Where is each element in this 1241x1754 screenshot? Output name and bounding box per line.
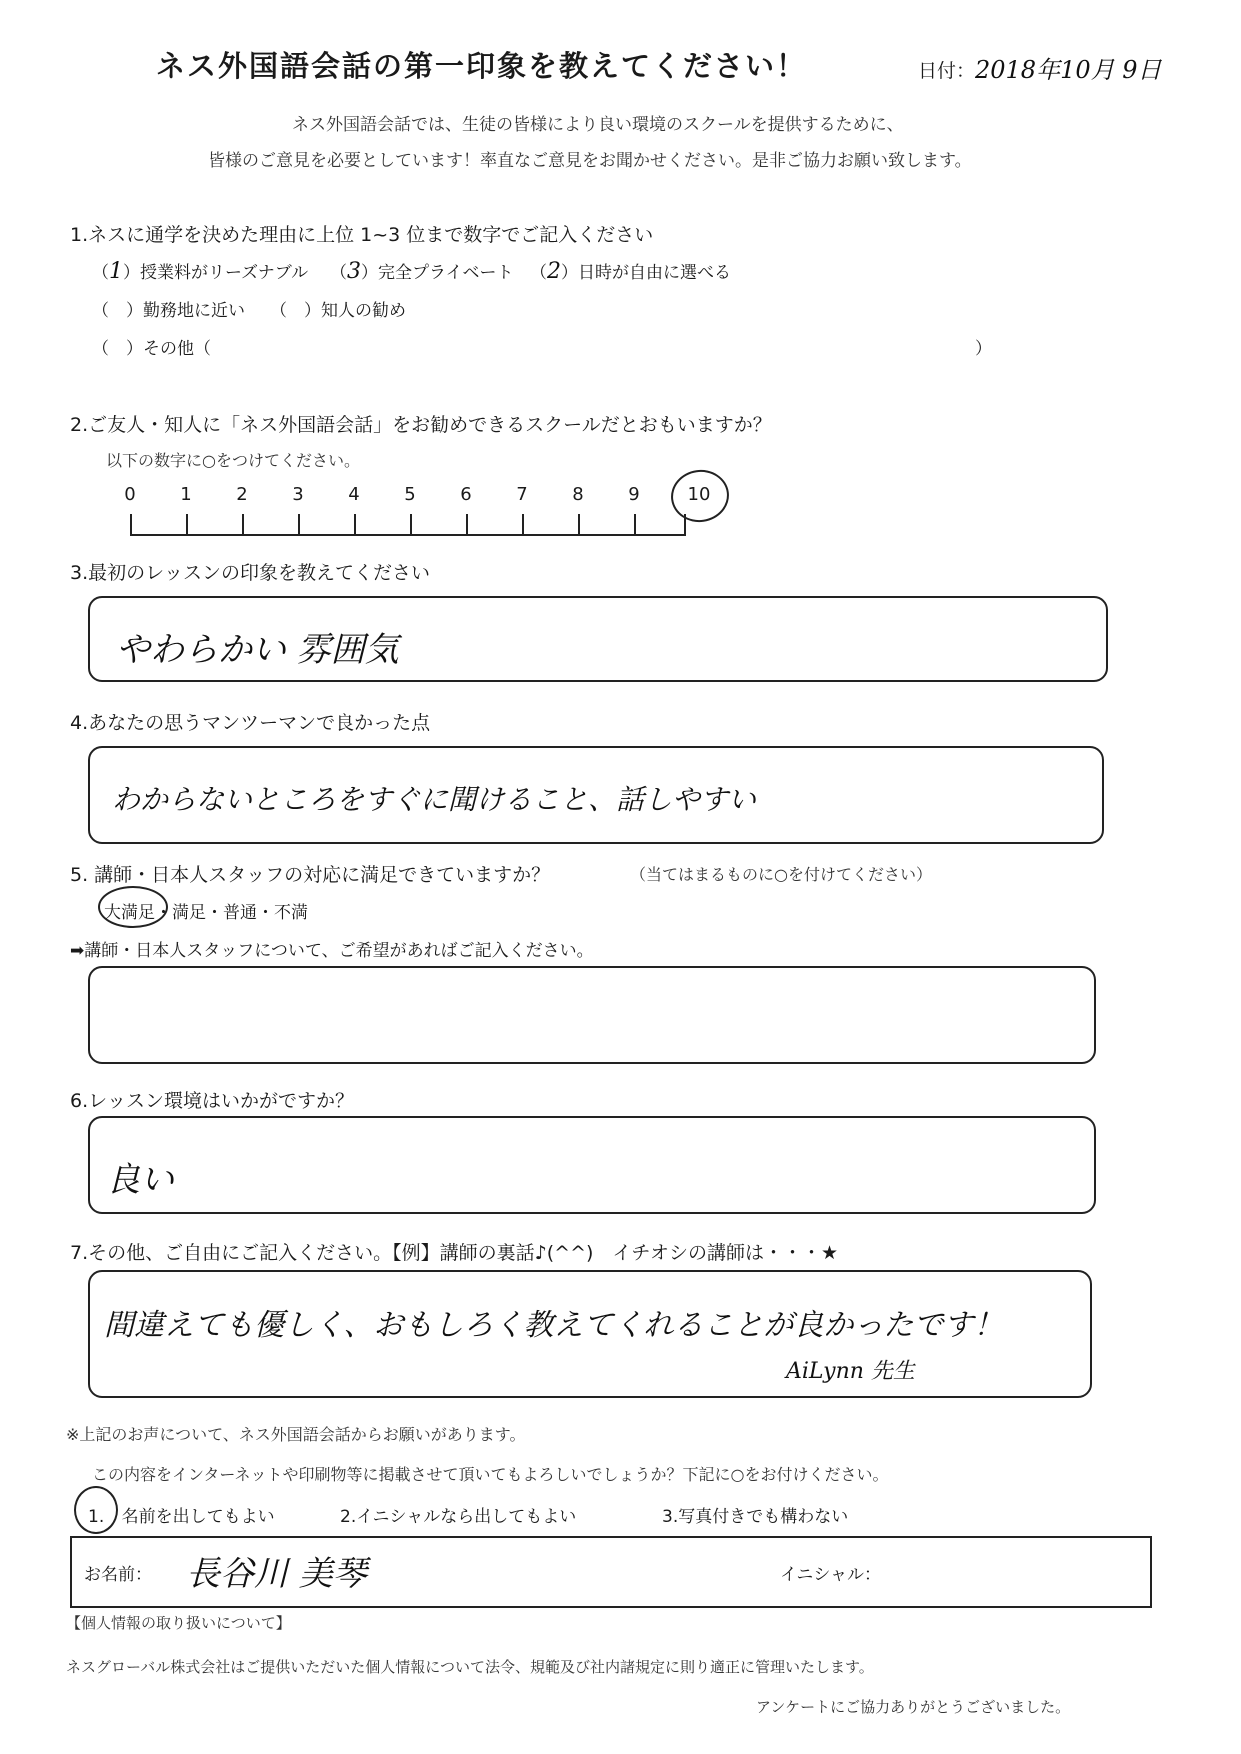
scale-tick	[578, 514, 580, 536]
q1-other-close-paren: ）	[975, 339, 992, 359]
q1-option-6[interactable]: （ ）その他（	[92, 339, 211, 359]
scale-number[interactable]: 2	[236, 484, 248, 505]
q6-question: 6.レッスン環境はいかがですか？	[70, 1090, 354, 1112]
initial-field[interactable]	[904, 1552, 1104, 1590]
consent-option-label: 名前を出してもよい	[121, 1507, 275, 1527]
q1-question: 1.ネスに通学を決めた理由に上位 1~3 位まで数字でご記入ください	[70, 224, 654, 246]
scale-number[interactable]: 8	[572, 484, 584, 505]
privacy-heading: 【個人情報の取り扱いについて】	[66, 1614, 291, 1632]
consent-option-number: 1.	[88, 1507, 105, 1527]
q1-mark: 1	[109, 259, 123, 284]
intro-line-1: ネス外国語会話では、生徒の皆様により良い環境のスクールを提供するために、	[292, 115, 904, 135]
name-value[interactable]: 長谷川 美琴	[186, 1554, 367, 1594]
q1-option-5[interactable]: （ ）知人の勧め	[270, 301, 406, 321]
initial-label: イニシャル：	[780, 1565, 881, 1585]
scale-number[interactable]: 10	[687, 484, 711, 505]
q5-options[interactable]: 大満足・満足・普通・不満	[104, 903, 308, 923]
q1-option-label: その他（	[143, 339, 211, 359]
privacy-text: ネスグローバル株式会社はご提供いただいた個人情報について法令、規範及び社内諸規定に則り適正に管理いたします。	[66, 1658, 874, 1676]
q1-option-label: 知人の勧め	[321, 301, 406, 321]
q5-question: 5. 講師・日本人スタッフの対応に満足できていますか？	[70, 864, 551, 886]
q1-option-3[interactable]: （2）日時が自由に選べる	[530, 259, 731, 284]
consent-option-2[interactable]: 2.イニシャルなら出してもよい	[340, 1507, 577, 1527]
date-label: 日付：	[918, 60, 976, 82]
q5-followup: ➡講師・日本人スタッフについて、ご希望があればご記入ください。	[70, 941, 594, 961]
q3-question: 3.最初のレッスンの印象を教えてください	[70, 562, 430, 584]
q1-option-2[interactable]: （3）完全プライベート	[330, 259, 514, 284]
q4-question: 4.あなたの思うマンツーマンで良かった点	[70, 712, 431, 734]
q5-selection-circle	[98, 886, 168, 928]
scale-tick	[684, 514, 686, 536]
q5-note: （当てはまるものに○を付けてください）	[630, 865, 932, 884]
scale-number[interactable]: 1	[180, 484, 192, 505]
name-label: お名前：	[84, 1565, 152, 1585]
scale-tick	[354, 514, 356, 536]
q1-option-1[interactable]: （1）授業料がリーズナブル	[92, 259, 309, 284]
scale-tick	[130, 514, 132, 536]
scale-tick	[186, 514, 188, 536]
scale-number[interactable]: 0	[124, 484, 136, 505]
q7-question: 7.その他、ご自由にご記入ください。【例】講師の裏話♪(^^) イチオシの講師は・・・★	[70, 1242, 839, 1264]
q6-answer: 良い	[106, 1160, 174, 1200]
consent-selection-circle	[74, 1486, 118, 1534]
scale-baseline	[130, 534, 686, 536]
q6-answer-box[interactable]	[88, 1116, 1096, 1214]
scale-tick	[298, 514, 300, 536]
q7-answer: 間違えても優しく、おもしろく教えてくれることが良かったです！	[104, 1308, 1004, 1343]
q1-mark: 3	[347, 259, 361, 284]
scale-tick	[466, 514, 468, 536]
q1-mark: 2	[547, 259, 561, 284]
scale-number[interactable]: 3	[292, 484, 304, 505]
q1-option-4[interactable]: （ ）勤務地に近い	[92, 301, 245, 321]
q1-option-label: 日時が自由に選べる	[578, 263, 731, 283]
q1-option-label: 完全プライベート	[378, 263, 514, 283]
intro-line-2: 皆様のご意見を必要としています！率直なご意見をお聞かせください。是非ご協力お願い致します。	[208, 151, 972, 171]
scale-number[interactable]: 7	[516, 484, 528, 505]
thanks-text: アンケートにご協力ありがとうございました。	[756, 1698, 1071, 1716]
date-value: 2018年10月 9日	[975, 56, 1162, 84]
selection-circle	[668, 466, 733, 526]
consent-note-2: この内容をインターネットや印刷物等に掲載させて頂いてもよろしいでしょうか？下記に○をお付けください。	[92, 1465, 889, 1484]
consent-note-1: ※上記のお声について、ネス外国語会話からお願いがあります。	[66, 1425, 526, 1444]
consent-option-3[interactable]: 3.写真付きでも構わない	[662, 1507, 849, 1527]
q5-answer-box[interactable]	[88, 966, 1096, 1064]
scale-tick	[242, 514, 244, 536]
scale-tick	[522, 514, 524, 536]
scale-number[interactable]: 6	[460, 484, 472, 505]
q1-option-label: 勤務地に近い	[143, 301, 245, 321]
q7-signature: AiLynn 先生	[786, 1359, 915, 1384]
q2-instruction: 以下の数字に○をつけてください。	[106, 451, 360, 470]
scale-number[interactable]: 4	[348, 484, 360, 505]
q4-answer: わからないところをすぐに聞けること、話しやすい	[112, 783, 757, 816]
page-title: ネス外国語会話の第一印象を教えてください！	[156, 49, 808, 83]
q3-answer: やわらかい 雰囲気	[116, 630, 399, 670]
scale-number[interactable]: 5	[404, 484, 416, 505]
scale-number[interactable]: 9	[628, 484, 640, 505]
q2-question: 2.ご友人・知人に「ネス外国語会話」をお勧めできるスクールだとおもいますか？	[70, 414, 772, 436]
scale-tick	[410, 514, 412, 536]
q1-option-label: 授業料がリーズナブル	[140, 263, 309, 283]
scale-tick	[634, 514, 636, 536]
